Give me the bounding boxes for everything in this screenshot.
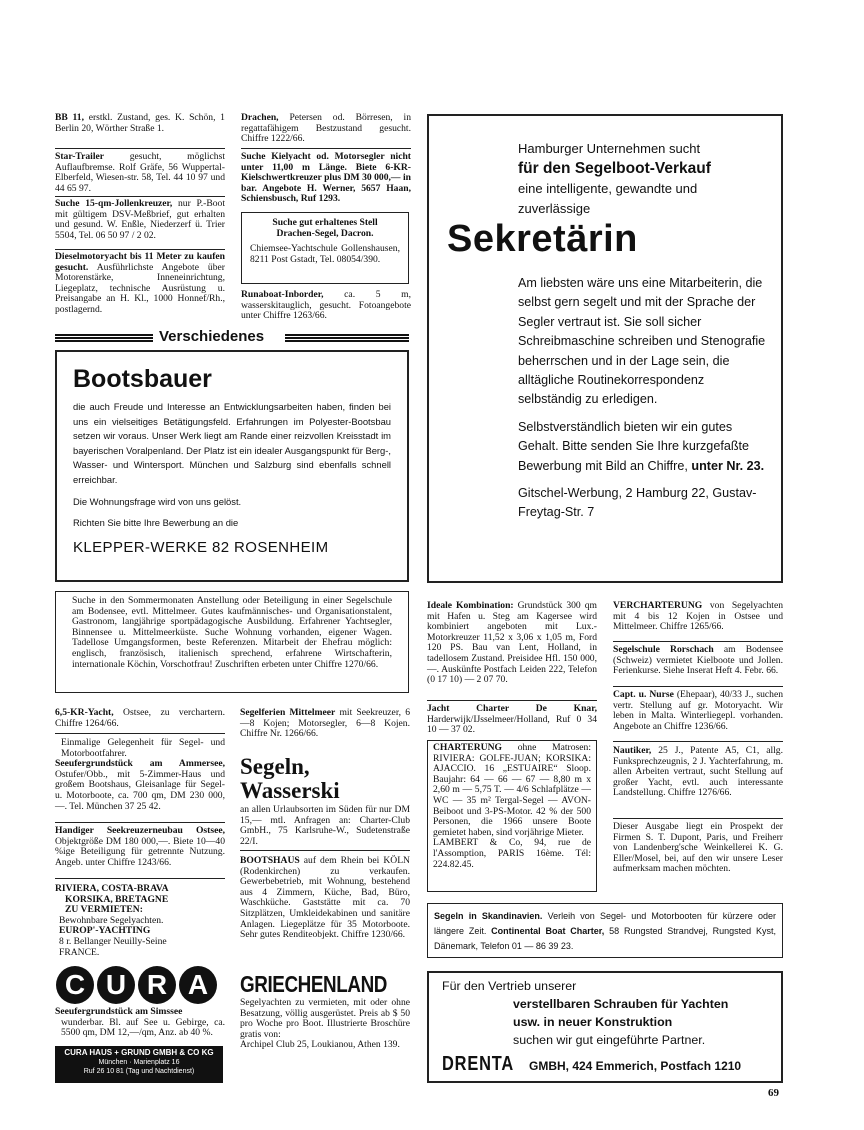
ad-head: Suche Kielyacht od. Motorsegler nicht unter 11,00 m Länge. Biete 6-KR-Kielschwertkreuzer plus DM 30 000,— in bar. Angebote H. Werner, 5657 Haan, Schiensbusch, Ruf 1293. [241, 151, 411, 205]
ad-rorschach [613, 645, 783, 677]
sekretaerin-line1: Hamburger Unternehmen sucht [518, 141, 701, 156]
ad-text: (Ehepaar), 40/33 J., suchen vertr. Stellung auf gr. Motoryacht. Wir leben in Malta. Winterliegepl. vorhanden. Angebote an Chiffre 1236/66. [613, 689, 784, 732]
griechenland-title: GRIECHENLAND [240, 971, 388, 997]
charterung-text [433, 743, 591, 838]
cura-text: wunderbar. Bl. auf See u. Gebirge, ca. 5500 qm, DM 12,—/qm, Anz. ab 40 %. [61, 1016, 225, 1039]
divider [241, 148, 411, 149]
section-header-verschiedenes [55, 328, 409, 345]
ad-charterung-box [427, 740, 597, 892]
ad-segelschule-box [55, 591, 409, 693]
charterung-head: CHARTERUNG [433, 742, 502, 753]
segeln-text: an allen Urlaubsorten im Süden für nur DM 15,— mtl. Anfragen an: Charter-Club GmbH., 75 Karlsruhe-W., Sudetenstraße 22/I. [240, 804, 410, 847]
sekretaerin-line3: eine intelligente, gewandte und [518, 181, 698, 196]
ad-griechenland [240, 998, 410, 1051]
ad-text: am Bodensee (Schweiz) vermietet Kielboote und Jollen. Ferienkurse. Siehe Inserat Heft 4. Febr. 66. [613, 644, 783, 677]
drenta-line2: verstellbaren Schrauben für Yachten [513, 997, 729, 1011]
divider [613, 741, 783, 742]
ad-drachen-segel-box [241, 212, 409, 284]
ad-text: gesucht, möglichst Auflaufbremse. Rolf Gräfe, 56 Wuppertal-Elberfeld, Wiesen-str. 58, Tel. 44 10 97 und 44 65 97. [55, 151, 225, 194]
drachen-box-line2-text: Drachen-Segel, Dacron. [276, 227, 374, 239]
ad-ammersee-intro: Einmalige Gelegenheit für Segel- und Motorbootfahrer. [61, 737, 225, 759]
drachen-box-line1-text: Suche gut erhaltenes Stell [272, 217, 378, 228]
ad-text: Objektgröße DM 180 000,—. Biete 10—40 %ige Beteiligung für getrennte Nutzung. Angeb. unter Chiffre 1243/66. [55, 835, 225, 868]
sekretaerin-title: Sekretärin [447, 218, 638, 260]
divider [55, 878, 225, 879]
ad-text: Grundstück 300 qm mit Hafen u. Steg am Kagersee wird kombiniert angeboten mit Lux.-Motorkreuzer 11,52 x 3,06 x 1,05 m, Ford 120 PS. Bau van Lent, Holland, in tadellosem Zustand. Preisidee Hfl. 150 000,—. Auskünfte Postfach Leiden 222, Telefon (0 17 10) — 2 07 70. [427, 600, 597, 686]
divider [613, 818, 783, 819]
riviera-l5: EUROP'-YACHTING [59, 925, 151, 937]
divider [613, 641, 783, 642]
page-number: 69 [768, 1087, 779, 1099]
cura-logo-letter: U [105, 969, 127, 1000]
ad-skandinavien-box [427, 903, 783, 958]
ad-capt-nurse [613, 690, 783, 732]
riviera-l2: KORSIKA, BRETAGNE [65, 893, 169, 905]
skandinavien-text [434, 909, 776, 954]
ad-head: Dieselmotoryacht bis 11 Meter zu kaufen gesucht. [55, 251, 225, 273]
drachen-box-address: Chiemsee-Yachtschule Gollenshausen, 8211 Post Gstadt, Tel. 08054/390. [250, 243, 400, 265]
sekretaerin-line4: zuverlässige [518, 201, 591, 216]
riviera-l7: FRANCE. [59, 946, 100, 958]
ad-segelferien [240, 708, 410, 740]
griechenland-address: Archipel Club 25, Loukianou, Athen 139. [240, 1039, 400, 1051]
cura-logo-letter: C [64, 969, 86, 1000]
ad-text: mit Seekreuzer, 6—8 Kojen; Motorsegler, 6—8 Kojen. Chiffre Nr. 1266/66. [240, 707, 410, 740]
segeln-title-2: Wasserski [240, 778, 340, 803]
cura-logo-letter: R [146, 969, 168, 1000]
ad-head: Segelschule Rorschach [613, 644, 714, 655]
cura-phone: Ruf 26 10 81 (Tag und Nachtdienst) [83, 1068, 195, 1075]
ad-text: Ostsee, zu verchartern. Chiffre 1264/66. [55, 707, 225, 729]
ad-riviera [55, 884, 225, 958]
divider [55, 196, 225, 197]
ad-runaboat [241, 290, 411, 322]
ad-bootshaus [240, 856, 410, 941]
ad-head: Capt. u. Nurse [613, 689, 674, 700]
ad-text: Ostufer/Obb., mit 5-Zimmer-Haus und großem Bootshaus, Gleisanlage für Segel- u. Motorboote, ca. 700 qm, DM 230 000,—. Tel. München 37 25 42. [55, 768, 225, 812]
divider [427, 700, 597, 701]
section-rule-right [285, 334, 409, 342]
ad-head: Seeufergrundstück am Ammersee, [55, 758, 225, 770]
ad-bootsbauer [55, 350, 409, 582]
drachen-box-line2 [250, 229, 400, 240]
bootsbauer-text: die auch Freude und Interesse an Entwicklungsarbeiten haben, finden bei uns ein vielseitiges Betätigungsfeld. Erfahrungen im Polyester-Bootsbau setzen wir voraus. Unser Werk liegt am Rande einer reizvollen Kreisstadt im bayerischen Voralpenland. Der Platz ist ein idealer Ausgangspunkt für Berg-, Wasser- und Wintersport. München und Salzburg sind ebenfalls schnell erreichbar. [73, 401, 391, 485]
divider [613, 686, 783, 687]
ad-text: Harderwijk/IJsselmeer/Holland, Ruf 0 34 10 — 37 02. [427, 713, 597, 736]
ad-text: Petersen od. Börresen, in regattafähigem Bestzustand gesucht. Chiffre 1222/66. [241, 112, 411, 145]
drenta-line4: suchen wir gut eingeführte Partner. [513, 1033, 706, 1047]
sekretaerin-chiffre: unter Nr. 23. [691, 458, 765, 473]
ad-head: Handiger Seekreuzerneubau Ostsee, [55, 825, 225, 836]
ad-drachen [241, 113, 411, 145]
riviera-l6: 8 r. Bellanger Neuilly-Seine [59, 935, 167, 947]
ad-bb11 [55, 113, 225, 134]
bootsbauer-housing: Die Wohnungsfrage wird von uns gelöst. [73, 495, 242, 507]
ad-text: auf dem Rhein bei KÖLN (Rodenkirchen) zu verkaufen. Gewerbebetrieb, mit Wohnung, bestehend aus 4 Zimmern, Küche, Bad, Büro, Waschküche. Gaststätte mit ca. 70 Sitzplätzen, Umkleidekabinen und sanitäre Anlagen. Liegeplätze für 35 Motorboote. Sehr gutes Renditeobjekt. Chiffre 1230/66. [240, 855, 410, 941]
skandinavien-company: Continental Boat Charter, [491, 926, 605, 936]
ad-segeln-wasserski [240, 755, 410, 847]
skandinavien-address: 58 Rungsted Strandvej, Rungsted Kyst, Dänemark, Telefon 01 — 86 39 23. [434, 926, 776, 951]
ad-jacht-charter [427, 704, 597, 736]
drenta-line1: Für den Vertrieb unserer [442, 979, 577, 993]
ad-head: Jacht Charter De Knar, [427, 703, 597, 714]
drenta-line3: usw. in neuer Konstruktion [513, 1015, 673, 1029]
divider [55, 148, 225, 149]
griechenland-text: Segelyachten zu vermieten, mit oder ohne Besatzung, völlig ausgerüstet. Preis ab $ 50 pro Woche pro Boot. Illustrierte Broschüre gratis von: [240, 997, 410, 1040]
sekretaerin-p1: Am liebsten wäre uns eine Mitarbeiterin, die selbst gern segelt und mit der Sprache der Segler vertraut ist. Sie soll sicher Schreibmaschine schreiben und Stenografie beherrschen und in der Lage sein, die alltägliche Routinekorrespondenz selbständig zu erledigen. [518, 276, 766, 407]
cura-logo-letter: A [187, 969, 209, 1000]
bootsbauer-title: Bootsbauer [73, 365, 212, 393]
divider [55, 249, 225, 250]
ad-head: BOOTSHAUS [240, 855, 300, 866]
skandinavien-body: Verleih von Segel- und Motorbooten für kürzere oder längere Zeit. [434, 911, 776, 936]
ad-sekretaerin [427, 114, 783, 583]
cura-logo [55, 965, 223, 1005]
ad-head: VERCHARTERUNG [613, 600, 703, 611]
ad-nautiker [613, 746, 783, 799]
sekretaerin-body [518, 274, 770, 523]
bootsbauer-company: KLEPPER-WERKE 82 ROSENHEIM [73, 538, 329, 556]
ad-text: Dieser Ausgabe liegt ein Prospekt der Firmen S. T. Dupont, Paris, und Freiherr von Landenberg'sche Weinkellerei K. G. Eller/Mosel, bei, auf den wir unsere Leser aufmerksam machen möchten. [613, 821, 783, 875]
section-title: Verschiedenes [159, 328, 265, 345]
ad-jollenkreuzer [55, 199, 225, 241]
classified-column-1 [55, 113, 225, 134]
ad-text: erstkl. Zustand, ges. K. Schön, 1 Berlin 20, Wörther Straße 1. [55, 112, 225, 134]
section-rule-left [55, 334, 153, 342]
divider [55, 822, 225, 823]
ad-ammersee [55, 738, 225, 812]
cura-company: CURA HAUS + GRUND GMBH & CO KG [64, 1048, 214, 1057]
ad-text: 25 J., Patente A5, C1, allg. Funksprechzeugnis, 2 J. Yachterfahrung, m. allen Arbeiten vertraut, sucht Stellung auf großer Yacht, evtl. auch interessante Landstellung. Chiffre 1276/66. [613, 745, 784, 799]
cura-company-bar [55, 1046, 223, 1083]
riviera-l4: Bewohnbare Segelyachten. [59, 914, 164, 926]
ad-drenta-box [427, 971, 783, 1083]
skandinavien-head: Segeln in Skandinavien. [434, 911, 543, 921]
ad-star-trailer [55, 152, 225, 194]
ad-seekreuzer [55, 826, 225, 868]
ad-ideale-kombination [427, 601, 597, 686]
drenta-address: GMBH, 424 Emmerich, Postfach 1210 [529, 1059, 742, 1073]
charterung-body: ohne Matrosen: RIVIERA: GOLFE-JUAN; KORSIKA: AJACCIO. 16 „ESTUAIRE“ Sloop. Baujahr: 64 — 66 — 67 — 8,80 m x 2,60 m — 5,75 T. — 4/6 Schlafplätze — WC — 35 m² Tergal-Segel — AVON-Beiboot und 3-PS-Motor. 42 % der 500 Personen, die 1966 unsere Boote gemietet haben, sind vorjährige Mieter. [433, 742, 591, 838]
cura-logo-art [55, 965, 223, 1005]
ad-text: von Segelyachten mit 4 bis 12 Kojen in Ostsee und Mittelmeer. Chiffre 1265/66. [613, 600, 783, 633]
segeln-title-1: Segeln, [240, 754, 310, 779]
drenta-logo: DRENTA [442, 1053, 515, 1075]
charterung-address: LAMBERT & Co, 94, rue de l'Assomption, PARIS 16ème. Tél: 224.82.45. [433, 837, 591, 870]
divider [55, 733, 225, 734]
ad-text: nur P.-Boot mit gültigem DSV-Meßbrief, gut erhalten und gesund. W. Enßle, Niederzerf ü. Trier 5504, Tel. 06 50 97 / 2 02. [55, 198, 225, 241]
ad-text: ca. 5 m, wasserskitauglich, gesucht. Fotoangebote unter Chiffre 1263/66. [241, 289, 411, 322]
ad-head: Segelferien Mittelmeer [240, 707, 336, 718]
sekretaerin-address: Gitschel-Werbung, 2 Hamburg 22, Gustav-Freytag-Str. 7 [518, 486, 757, 520]
sekretaerin-line2: für den Segelboot-Verkauf [518, 160, 711, 177]
riviera-l1: RIVIERA, COSTA-BRAVA [55, 883, 169, 894]
ad-head: BB 11, [55, 112, 84, 123]
bootsbauer-apply: Richten Sie bitte Ihre Bewerbung an die [73, 517, 239, 529]
sekretaerin-p2-wrap [518, 418, 770, 476]
sekretaerin-p2: Selbstverständlich bieten wir ein gutes Gehalt. Bitte senden Sie Ihre kurzgefaßte Bewerbung mit Bild an Chiffre, [518, 419, 750, 473]
ad-kielyacht [241, 152, 411, 205]
ad-65kr [55, 708, 225, 729]
ad-text: Ausführlichste Angebote über Motorenstärke, Inneneinrichtung, Liegeplatz, technische Ausrüstung u. Preisangabe an H. Kl., 1000 Honnef/Rh., postlagernd. [55, 261, 225, 315]
ad-head: Star-Trailer [55, 151, 105, 162]
sekretaerin-intro [518, 139, 778, 219]
cura-address: München · Marienplatz 16 [98, 1059, 180, 1066]
ad-cura-simssee [55, 1007, 225, 1039]
riviera-l3: ZU VERMIETEN: [65, 904, 143, 916]
cura-head: Seeufergrundstück am Simssee [55, 1006, 183, 1017]
ad-head: Nautiker, [613, 745, 652, 756]
ad-head: Runaboat-Inborder, [241, 289, 324, 300]
segelschule-text: Suche in den Sommermonaten Anstellung oder Beteiligung in einer Segelschule am Bodensee, evtl. Mittelmeer. Gutes kaufmännisches- und Organisationstalent, Gastronom, langjährige sportpädagogische Ausbildung. Erfahrener Yachtsegler, Binnensee u. Mittelmeerküste. Suche Wohnung vorhanden, eigener Wagen. Tadellose Umgangsformen, beste Referenzen. Mitarbeit der Ehefrau möglich: englisch, französisch, italienisch sprechend, erfahrene Wirtschafterin, internationale Köchin, Vorschotfrau! Zuschriften erbeten unter Chiffre 1270/66. [72, 595, 392, 670]
ad-head: 6,5-KR-Yacht, [55, 707, 114, 718]
divider [240, 850, 410, 851]
ad-beilage [613, 822, 783, 875]
ad-vercharterung [613, 601, 783, 633]
ad-dieselmotoryacht [55, 252, 225, 316]
ad-head: Drachen, [241, 112, 279, 123]
ad-head: Suche 15-qm-Jollenkreuzer, [55, 198, 173, 209]
ad-head: Ideale Kombination: [427, 600, 514, 611]
